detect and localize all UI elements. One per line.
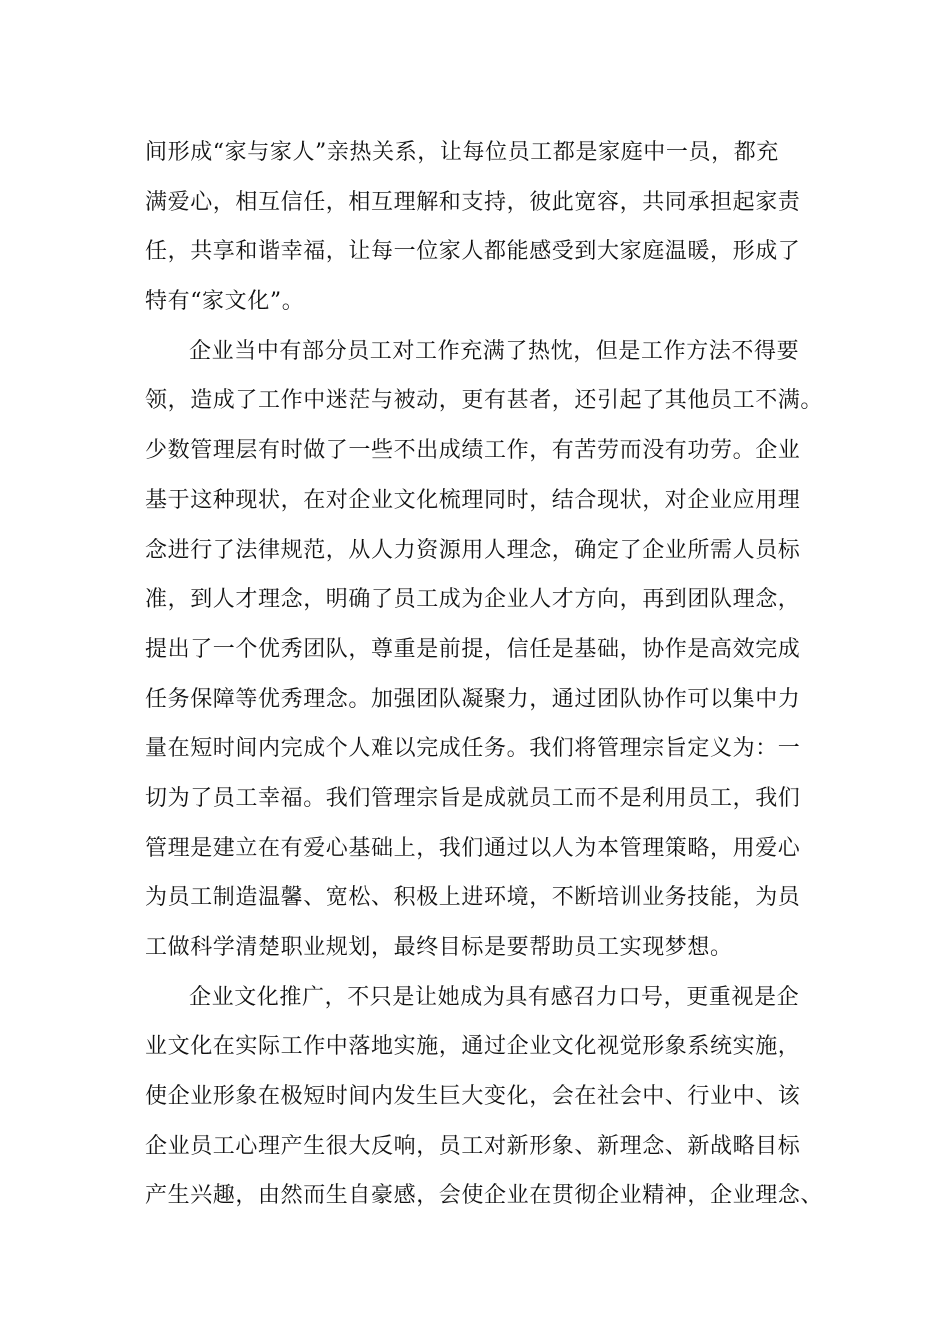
text-line: 念进行了法律规范，从人力资源用人理念，确定了企业所需人员标 [145, 537, 801, 563]
text-line: 量在短时间内完成个人难以完成任务。我们将管理宗旨定义为：一 [145, 736, 801, 762]
text-line: 切为了员工幸福。我们管理宗旨是成就员工而不是利用员工，我们 [145, 785, 801, 811]
text-line: 企业员工心理产生很大反响，员工对新形象、新理念、新战略目标 [145, 1133, 801, 1159]
text-line: 产生兴趣，由然而生自豪感，会使企业在贯彻企业精神，企业理念、 [145, 1183, 824, 1209]
text-line: 间形成“家与家人”亲热关系，让每位员工都是家庭中一员，都充 [145, 140, 779, 165]
text-line: 使企业形象在极短时间内发生巨大变化，会在社会中、行业中、该 [145, 1084, 801, 1110]
body-text [145, 128, 835, 1221]
text-line: 任务保障等优秀理念。加强团队凝聚力，通过团队协作可以集中力 [145, 686, 801, 712]
text-line: 基于这种现状，在对企业文化梳理同时，结合现状，对企业应用理 [145, 487, 801, 513]
text-line: 任，共享和谐幸福，让每一位家人都能感受到大家庭温暖，形成了 [145, 239, 801, 265]
text-line: 满爱心，相互信任，相互理解和支持，彼此宽容，共同承担起家责 [145, 189, 801, 215]
text-line: 特有“家文化”。 [145, 289, 305, 315]
paragraph-first-line: 企业文化推广，不只是让她成为具有感召力口号，更重视是企 [189, 984, 800, 1010]
text-line: 业文化在实际工作中落地实施，通过企业文化视觉形象系统实施， [145, 1034, 801, 1060]
text-line: 准，到人才理念，明确了员工成为企业人才方向，再到团队理念， [145, 587, 801, 613]
text-line: 管理是建立在有爱心基础上，我们通过以人为本管理策略，用爱心 [145, 835, 801, 861]
text-line: 领，造成了工作中迷茫与被动，更有甚者，还引起了其他员工不满。 [145, 388, 824, 414]
text-line: 为员工制造温馨、宽松、积极上进环境，不断培训业务技能，为员 [145, 885, 801, 911]
text-line: 提出了一个优秀团队，尊重是前提，信任是基础，协作是高效完成 [145, 636, 801, 662]
text-line: 工做科学清楚职业规划，最终目标是要帮助员工实现梦想。 [145, 935, 733, 960]
paragraph-first-line: 企业当中有部分员工对工作充满了热忱，但是工作方法不得要 [189, 338, 800, 364]
text-line: 少数管理层有时做了一些不出成绩工作，有苦劳而没有功劳。企业 [145, 438, 801, 464]
